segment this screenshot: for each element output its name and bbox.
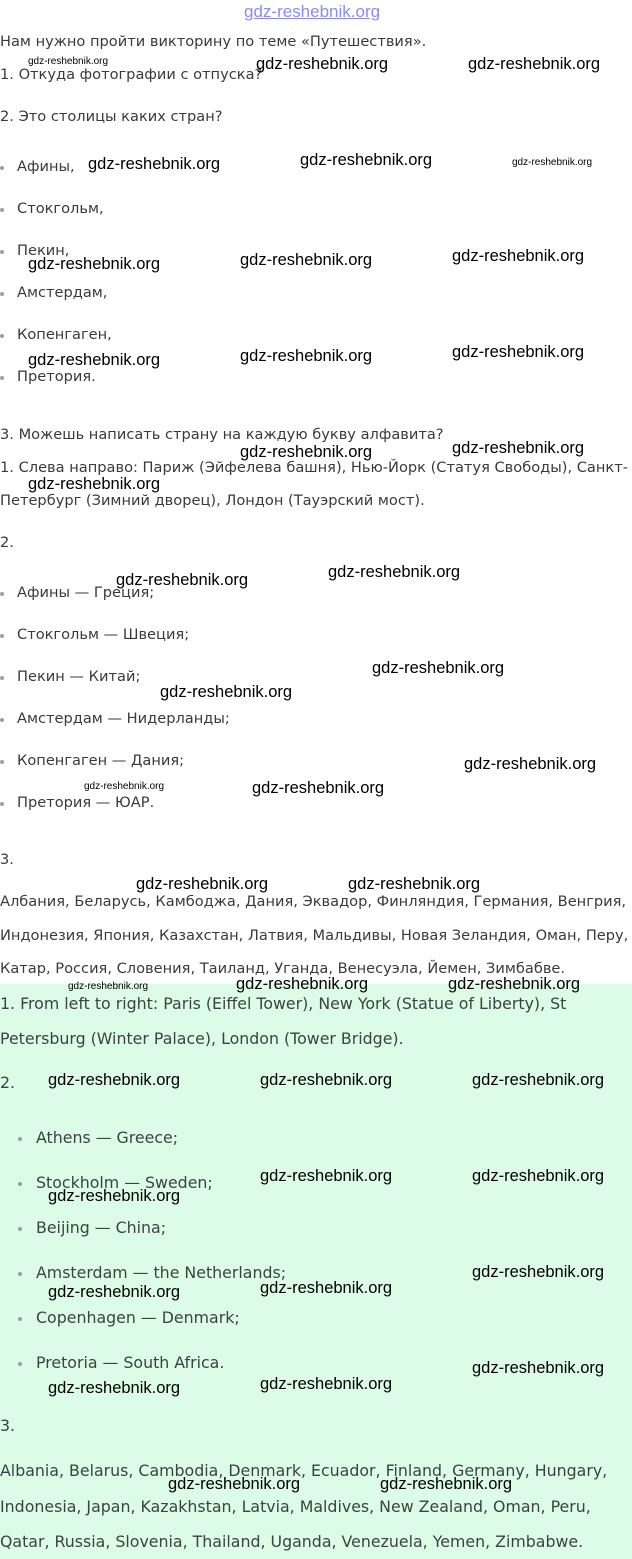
answer-2-list-item: Копенгаген — Дания; [17,752,185,769]
watermark: gdz-reshebnik.org [472,1263,605,1281]
watermark: gdz-reshebnik.org [464,755,597,773]
watermark: gdz-reshebnik.org [28,475,161,493]
en-answer-1-line-1: 1. From left to right: Paris (Eiffel Tower), New York (Statue of Liberty), St [0,994,567,1013]
answer-3-line: Индонезия, Япония, Казахстан, Латвия, Мальдивы, Новая Зеландия, Оман, Перу, [0,927,629,944]
watermark: gdz-reshebnik.org [48,1283,181,1301]
en-answer-3-line: Qatar, Russia, Slovenia, Thailand, Uganda, Venezuela, Yemen, Zimbabwe. [0,1532,584,1551]
watermark: gdz-reshebnik.org [452,439,585,457]
en-answer-2-list-item: Pretoria — South Africa. [36,1353,225,1372]
answer-3-line: Албания, Беларусь, Камбоджа, Дания, Эквадор, Финляндия, Германия, Венгрия, [0,893,627,910]
watermark: gdz-reshebnik.org [28,351,161,369]
watermark: gdz-reshebnik.org [168,1475,301,1493]
watermark: gdz-reshebnik.org [512,157,593,168]
question-1: 1. Откуда фотографии с отпуска? [0,66,263,83]
en-answer-1-line-2: Petersburg (Winter Palace), London (Tower Bridge). [0,1029,404,1048]
capital-list-item: Пекин, [17,242,70,259]
answer-3-line: Катар, Россия, Словения, Таиланд, Уганда, Венесуэла, Йемен, Зимбабве. [0,960,566,977]
watermark: gdz-reshebnik.org [28,255,161,273]
intro-text: Нам нужно пройти викторину по теме «Путешествия». [0,33,427,50]
watermark: gdz-reshebnik.org [88,155,221,173]
watermark: gdz-reshebnik.org [48,1071,181,1089]
watermark: gdz-reshebnik.org [472,1359,605,1377]
answer-1-line-1: 1. Слева направо: Париж (Эйфелева башня), Нью-Йорк (Статуя Свободы), Санкт- [0,459,628,476]
watermark: gdz-reshebnik.org [240,443,373,461]
capital-list-item: Амстердам, [17,284,108,301]
en-answer-3-label: 3. [0,1416,16,1435]
en-answer-2-list-item: Athens — Greece; [36,1128,179,1147]
watermark: gdz-reshebnik.org [260,1375,393,1393]
en-answer-3-line: Indonesia, Japan, Kazakhstan, Latvia, Maldives, New Zealand, Oman, Peru, [0,1497,591,1516]
watermark: gdz-reshebnik.org [240,347,373,365]
capital-list-item: Копенгаген, [17,326,112,343]
answer-3-label: 3. [0,851,14,868]
watermark: gdz-reshebnik.org [300,151,433,169]
watermark: gdz-reshebnik.org [260,1167,393,1185]
watermark: gdz-reshebnik.org [28,56,109,67]
watermark: gdz-reshebnik.org [240,251,373,269]
watermark: gdz-reshebnik.org [136,875,269,893]
watermark: gdz-reshebnik.org [48,1187,181,1205]
watermark: gdz-reshebnik.org [328,563,461,581]
en-answer-3-line: Albania, Belarus, Cambodia, Denmark, Ecuador, Finland, Germany, Hungary, [0,1461,608,1480]
watermark: gdz-reshebnik.org [468,55,601,73]
en-answer-2-list-item: Copenhagen — Denmark; [36,1308,240,1327]
watermark: gdz-reshebnik.org [260,1279,393,1297]
watermark: gdz-reshebnik.org [452,247,585,265]
capital-list-item: Афины, [17,158,75,175]
answer-2-list-item: Амстердам — Нидерланды; [17,710,230,727]
capital-list-item: Стокгольм, [17,200,104,217]
en-answer-2-list-item: Stockholm — Sweden; [36,1173,213,1192]
answer-2-list-item: Претория — ЮАР. [17,794,155,811]
watermark: gdz-reshebnik.org [472,1167,605,1185]
answer-2-list-item: Пекин — Китай; [17,668,141,685]
en-answer-2-label: 2. [0,1073,16,1092]
answer-2-list-item: Афины — Греция; [17,584,155,601]
en-answer-2-list-item: Amsterdam — the Netherlands; [36,1263,287,1282]
answer-1-line-2: Петербург (Зимний дворец), Лондон (Тауэрский мост). [0,492,425,509]
watermark: gdz-reshebnik.org [116,571,249,589]
watermark: gdz-reshebnik.org [236,975,369,993]
watermark: gdz-reshebnik.org [68,981,149,992]
watermark: gdz-reshebnik.org [380,1475,513,1493]
watermark: gdz-reshebnik.org [348,875,481,893]
answer-2-label: 2. [0,534,14,551]
watermark: gdz-reshebnik.org [448,975,581,993]
watermark: gdz-reshebnik.org [472,1071,605,1089]
question-2: 2. Это столицы каких стран? [0,108,223,125]
watermark: gdz-reshebnik.org [252,779,385,797]
watermark: gdz-reshebnik.org [372,659,505,677]
watermark: gdz-reshebnik.org [160,683,293,701]
watermark-link[interactable]: gdz-reshebnik.org [244,2,381,21]
watermark: gdz-reshebnik.org [48,1379,181,1397]
capital-list-item: Претория. [17,368,96,385]
question-3: 3. Можешь написать страну на каждую букву алфавита? [0,426,444,443]
answer-2-list-item: Стокгольм — Швеция; [17,626,190,643]
en-answer-2-list-item: Beijing — China; [36,1218,167,1237]
watermark: gdz-reshebnik.org [452,343,585,361]
watermark: gdz-reshebnik.org [260,1071,393,1089]
watermark: gdz-reshebnik.org [256,55,389,73]
watermark: gdz-reshebnik.org [84,781,165,792]
